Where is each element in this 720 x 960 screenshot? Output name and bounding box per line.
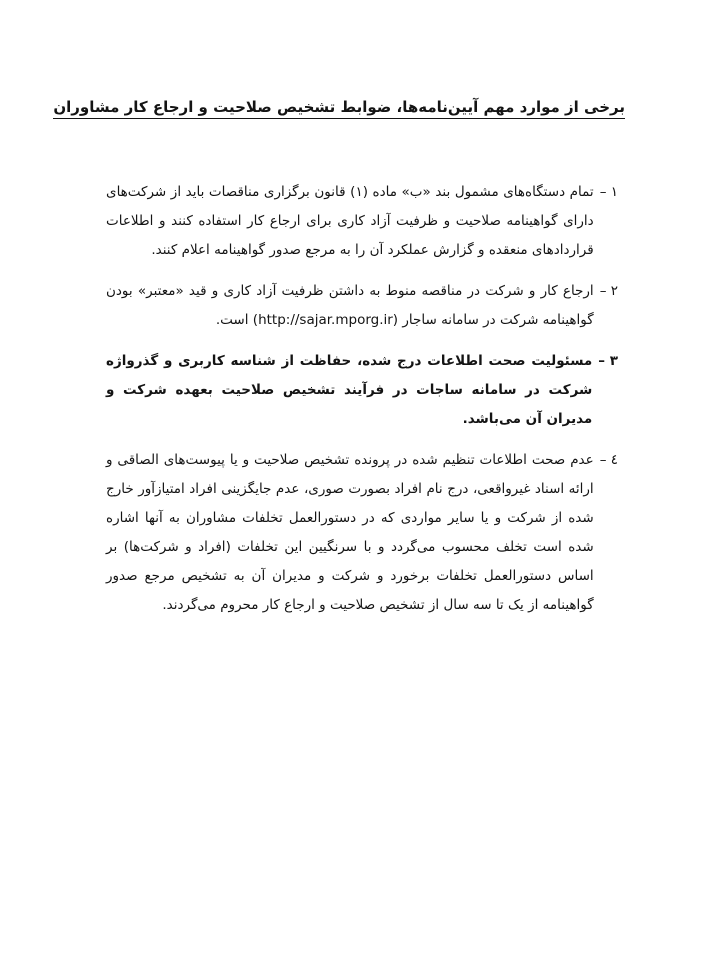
regulation-list xyxy=(106,178,618,620)
item-text xyxy=(106,277,594,335)
document-title xyxy=(53,96,625,118)
item-number: ٤ – xyxy=(599,452,618,468)
item-number: ۳ – xyxy=(598,353,618,369)
item-number: ۱ – xyxy=(599,184,618,200)
list-item-3 xyxy=(106,347,618,434)
item-text: تمام دستگاه‌های مشمول بند «ب» ماده (۱) قانون برگزاری مناقصات باید از شرکت‌های دارای گواهینامه صلاحیت و ظرفیت آزاد کاری برای ارجاع کار استفاده کنند و اطلاعات قراردادهای منعقده و گزارش عملکرد آن را به مرجع صدور گواهینامه اعلام کنند. xyxy=(106,184,594,258)
sajar-url: (http://sajar.mporg.ir) xyxy=(252,312,399,328)
list-item-2 xyxy=(106,277,618,335)
item-text: عدم صحت اطلاعات تنظیم شده در پرونده تشخیص صلاحیت و یا پیوست‌های الصاقی و ارائه اسناد غیرواقعی، درج نام افراد بصورت صوری، عدم جایگزینی افراد امتیازآور خارج شده از شرکت و یا سایر مواردی که در دستورالعمل تخلفات مشاوران به آنها اشاره شده است تخلف محسوب می‌گردد و با سرنگیین این تخلفات (افراد و شرکت‌ها) بر اساس دستورالعمل تخلفات برخورد و شرکت و مدیران آن به تشخیص مرجع صدور گواهینامه از یک تا سه سال از تشخیص صلاحیت و ارجاع کار محروم می‌گردند. xyxy=(106,452,594,613)
item-text: مسئولیت صحت اطلاعات درج شده، حفاظت از شناسه کاربری و گذرواژه شرکت در سامانه ساجات در فرآیند تشخیص صلاحیت بعهده شرکت و مدیران آن می‌باشد. xyxy=(106,353,593,427)
item-number: ۲ – xyxy=(599,283,618,299)
document-title-text: برخی از موارد مهم آیین‌نامه‌ها، ضوابط تشخیص صلاحیت و ارجاع کار مشاوران xyxy=(53,98,625,119)
list-item-1 xyxy=(106,178,618,265)
item-text-end: است. xyxy=(215,312,249,328)
item-text-start: ارجاع کار و شرکت در مناقصه منوط به داشتن ظرفیت آزاد کاری و قید «معتبر» بودن گواهینامه شرکت در سامانه ساجار xyxy=(106,283,594,328)
list-item-4 xyxy=(106,446,618,620)
